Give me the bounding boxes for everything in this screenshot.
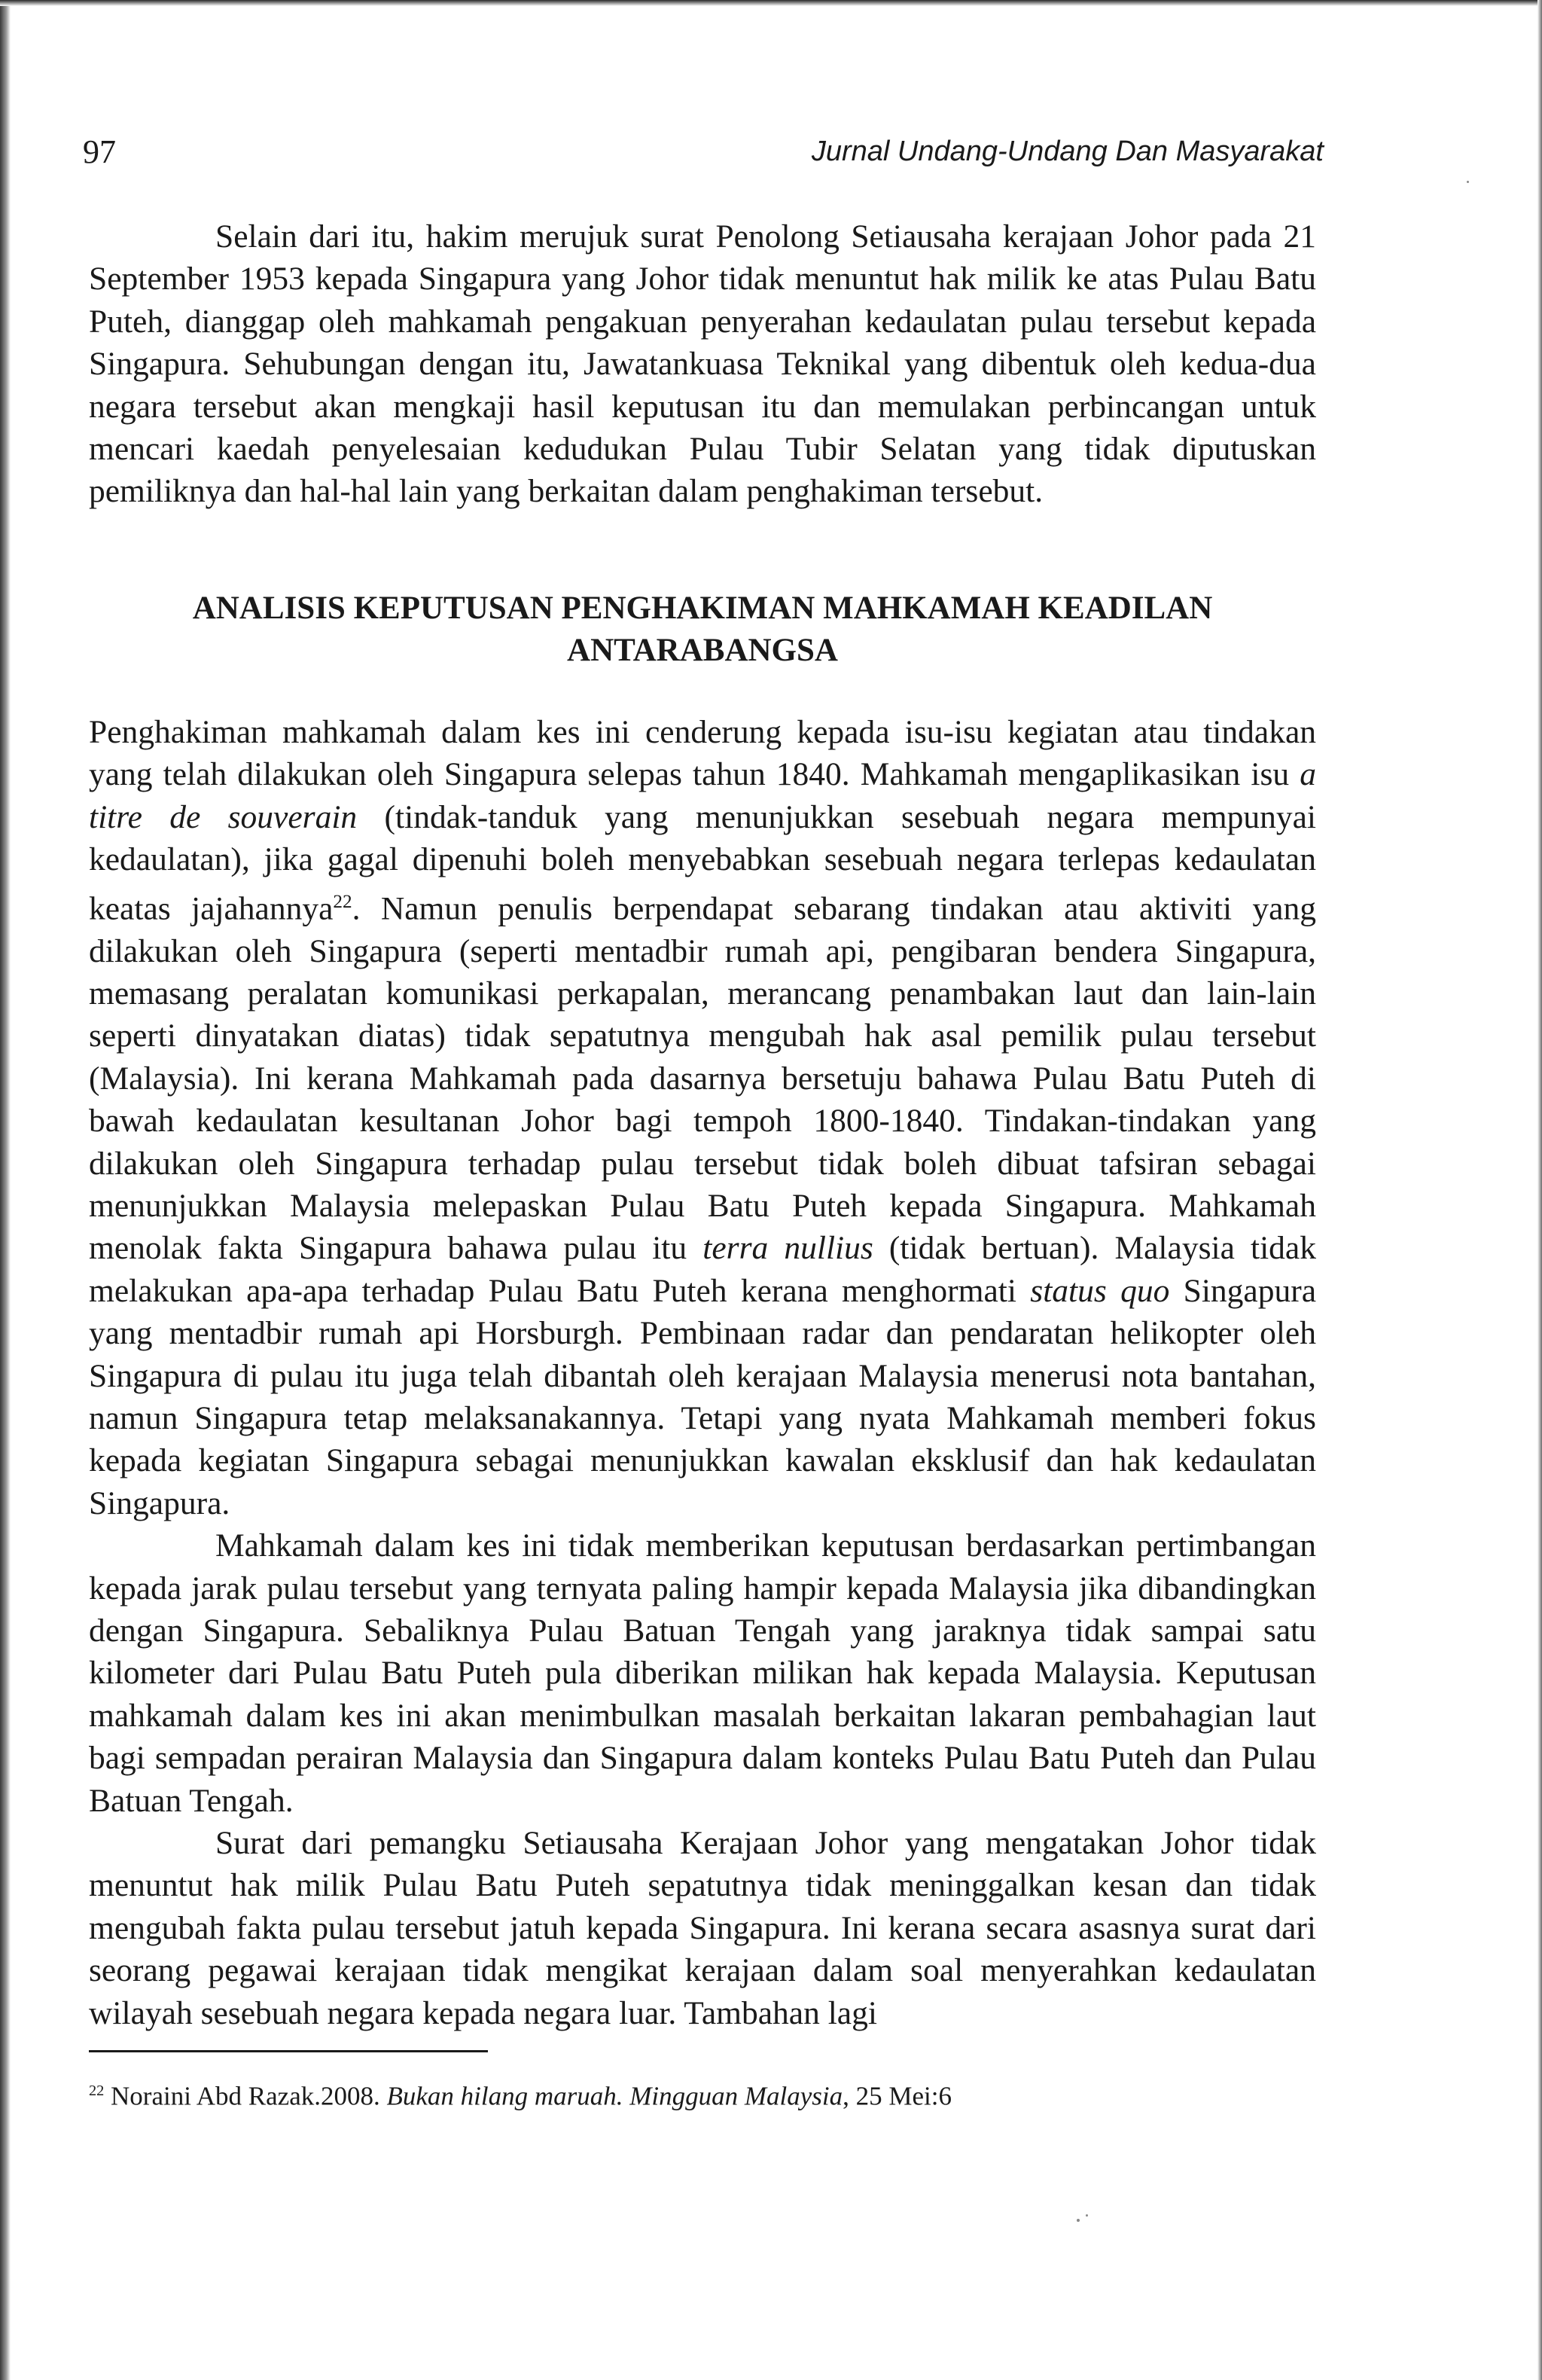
paragraph-1-part2: (tindak-tanduk yang menunjukkan sesebuah negara mempunyai kedaulatan), jika gagal dipenuhi boleh menyebabkan sesebuah negara terlepas kedaulatan keatas jajahannya	[89, 798, 1316, 927]
footnote-tail: , 25 Mei:6	[843, 2081, 952, 2111]
body-paragraphs	[89, 711, 1316, 2034]
paragraph-1-part4: (tidak bertuan). Malaysia tidak melakukan apa-apa terhadap Pulau Batu Puteh kerana menghormati	[89, 1230, 1316, 1309]
paragraph-1-part1: Penghakiman mahkamah dalam kes ini cenderung kepada isu-isu kegiatan atau tindakan yang telah dilakukan oleh Singapura selepas tahun 1840. Mahkamah mengaplikasikan isu	[89, 714, 1316, 793]
footnote-number: 22	[89, 2082, 105, 2099]
scan-speck	[1077, 2219, 1080, 2222]
intro-paragraph-block	[89, 215, 1316, 513]
scan-speck	[1467, 181, 1469, 183]
footnote-divider	[89, 2050, 488, 2052]
italic-terra-nullius: terra nullius	[702, 1230, 873, 1267]
section-heading-line2: ANTARABANGSA	[567, 633, 838, 668]
paragraph-2: Mahkamah dalam kes ini tidak memberikan keputusan berdasarkan pertimbangan kepada jarak pulau tersebut yang ternyata paling hampir kepada Malaysia jika dibandingkan dengan Singapura. Sebaliknya Pulau Batuan Tengah yang jaraknya tidak sampai satu kilometer dari Pulau Batu Puteh pula diberikan milikan hak kepada Malaysia. Keputusan mahkamah dalam kes ini akan menimbulkan masalah berkaitan lakaran pembahagian laut bagi sempadan perairan Malaysia dan Singapura dalam konteks Pulau Batu Puteh dan Pulau Batuan Tengah.	[89, 1527, 1316, 1819]
section-heading	[89, 587, 1316, 672]
footnote-author: Noraini Abd Razak.2008.	[104, 2081, 387, 2111]
section-heading-line1: ANALISIS KEPUTUSAN PENGHAKIMAN MAHKAMAH KEADILAN	[192, 590, 1213, 626]
paragraph-1-part5: Singapura yang mentadbir rumah api Horsburgh. Pembinaan radar dan pendaratan helikopter oleh Singapura di pulau itu juga telah dibantah oleh kerajaan Malaysia menerusi nota bantahan, namun Singapura tetap melaksanakannya. Tetapi yang nyata Mahkamah memberi fokus kepada kegiatan Singapura sebagai menunjukkan kawalan eksklusif dan hak kedaulatan Singapura.	[89, 1272, 1317, 1521]
paragraph-1-part3: . Namun penulis berpendapat sebarang tindakan atau aktiviti yang dilakukan oleh Singapura (seperti mentadbir rumah api, pengibaran bendera Singapura, memasang peralatan komunikasi perkapalan, merancang penambakan laut dan lain-lain seperti dinyatakan diatas) tidak sepatutnya mengubah hak asal pemilik pulau tersebut (Malaysia). Ini kerana Mahkamah pada dasarnya bersetuju bahawa Pulau Batu Puteh di bawah kedaulatan kesultanan Johor bagi tempoh 1800-1840. Tindakan-tindakan yang dilakukan oleh Singapura terhadap pulau tersebut tidak boleh dibuat tafsiran sebagai menunjukkan Malaysia melepaskan Pulau Batu Puteh kepada Singapura. Mahkamah menolak fakta Singapura bahawa pulau itu	[89, 890, 1316, 1267]
footnote-reference[interactable]: 22	[333, 891, 352, 912]
scan-shadow-left	[0, 0, 11, 2380]
intro-paragraph: Selain dari itu, hakim merujuk surat Penolong Setiausaha kerajaan Johor pada 21 September 1953 kepada Singapura yang Johor tidak menuntut hak milik ke atas Pulau Batu Puteh, dianggap oleh mahkamah pengakuan penyerahan kedaulatan pulau tersebut kepada Singapura. Sehubungan dengan itu, Jawatankuasa Teknikal yang dibentuk oleh kedua-dua negara tersebut akan mengkaji hasil keputusan itu dan memulakan perbincangan untuk mencari kaedah penyelesaian kedudukan Pulau Tubir Selatan yang tidak diputuskan pemiliknya dan hal-hal lain yang berkaitan dalam penghakiman tersebut.	[89, 218, 1316, 510]
footnote-title: Bukan hilang maruah. Mingguan Malaysia	[386, 2081, 843, 2111]
paragraph-3: Surat dari pemangku Setiausaha Kerajaan Johor yang mengatakan Johor tidak menuntut hak milik Pulau Batu Puteh sepatutnya tidak meninggalkan kesan dan tidak mengubah fakta pulau tersebut jatuh kepada Singapura. Ini kerana secara asasnya surat dari seorang pegawai kerajaan tidak mengikat kerajaan dalam soal menyerahkan kedaulatan wilayah sesebuah negara kepada negara luar. Tambahan lagi	[89, 1825, 1316, 2031]
running-header: Jurnal Undang-Undang Dan Masyarakat	[811, 136, 1324, 167]
page-number: 97	[83, 133, 116, 170]
footnote	[89, 2074, 952, 2113]
scan-shadow-right	[1537, 0, 1542, 2380]
scan-shadow-top	[0, 0, 1542, 6]
scan-speck	[1086, 2214, 1088, 2217]
italic-status-quo: status quo	[1030, 1272, 1170, 1309]
paragraph-1	[89, 711, 1316, 1524]
italic-a-titre-de-souverain: a titre de souverain	[89, 756, 1316, 835]
